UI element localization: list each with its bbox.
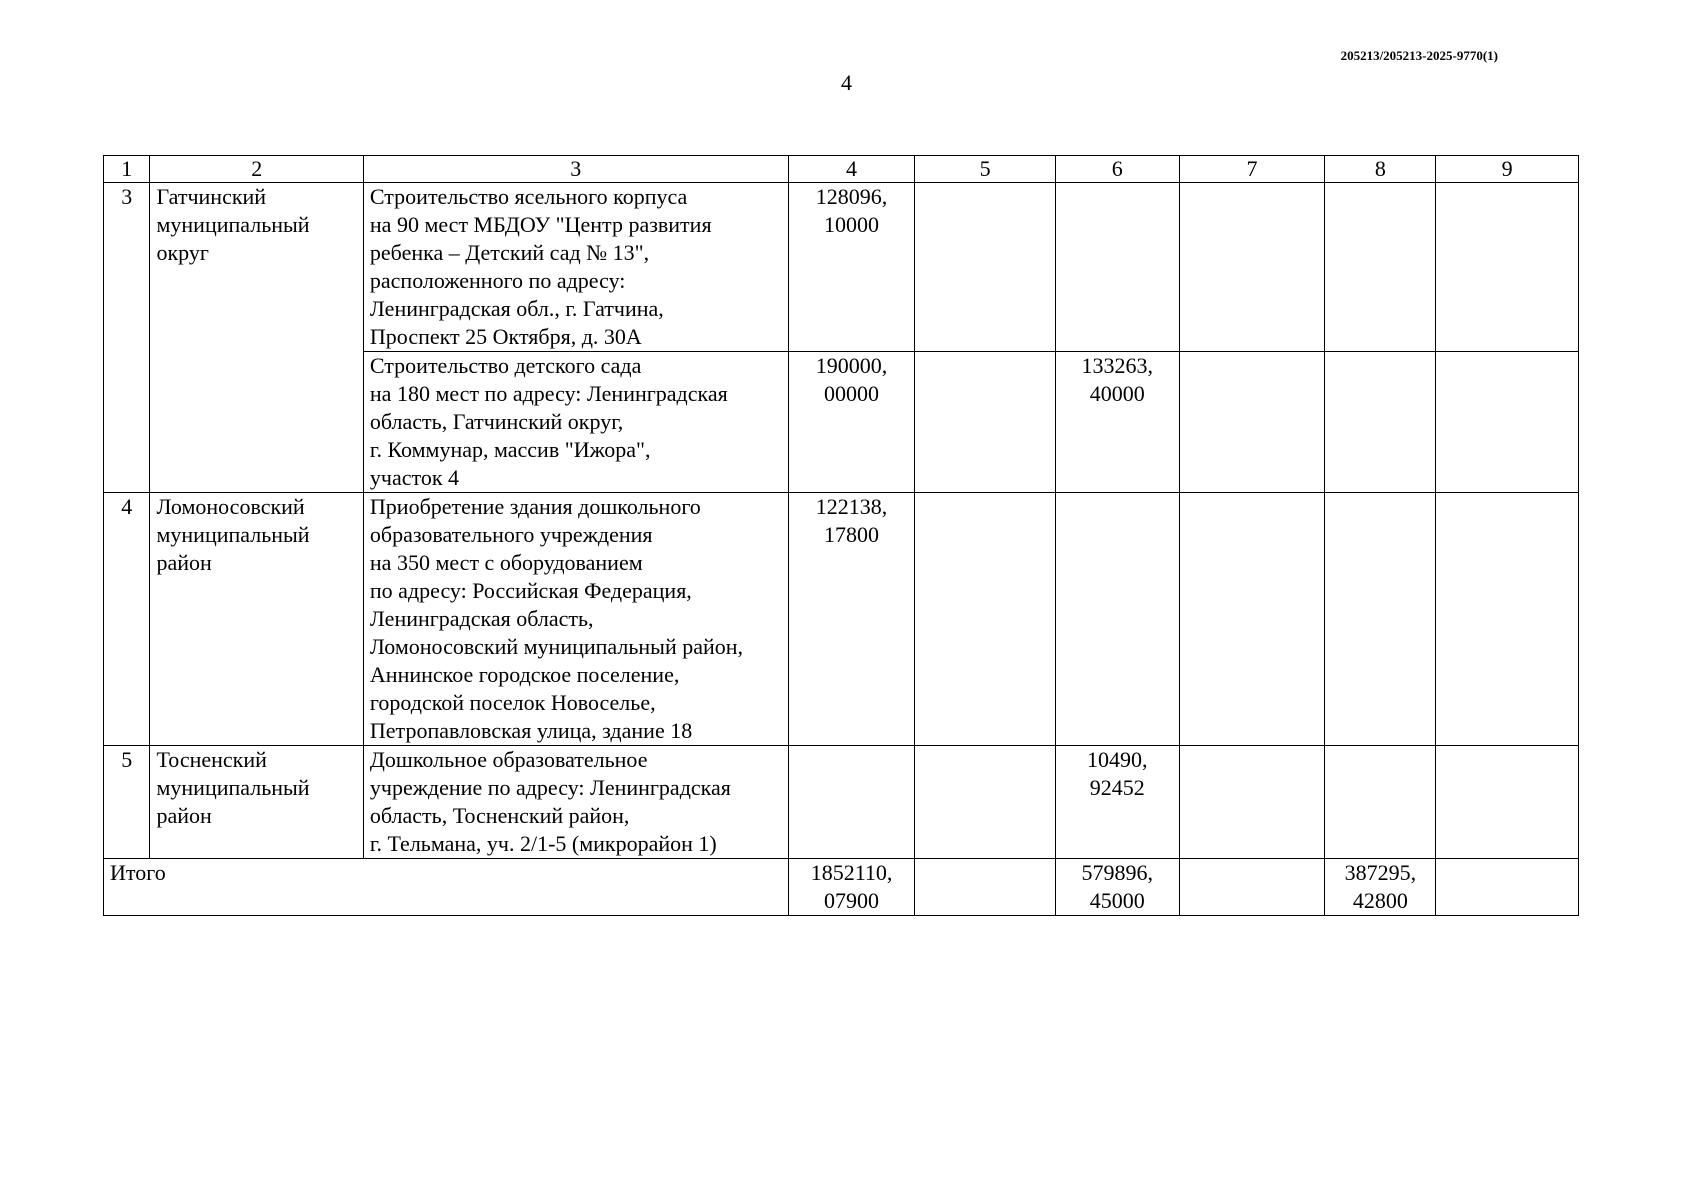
total-col-4: 1852110, 07900 <box>788 859 915 916</box>
document-id: 205213/205213-2025-9770(1) <box>1340 48 1498 63</box>
value-col-7 <box>1179 746 1325 859</box>
object-description: Приобретение здания дошкольного образовательного учреждения на 350 мест с оборудованием по адресу: Российская Федерация, Ленинградская область, Ломоносовский муниципальный район, Аннинское городское поселение, городской поселок Новоселье, Петропавловская улица, здание 18 <box>363 493 788 746</box>
table-row <box>104 183 1579 352</box>
value-col-8 <box>1325 493 1436 746</box>
value-col-5 <box>915 493 1056 746</box>
value-col-7 <box>1179 183 1325 352</box>
total-label: Итого <box>104 859 789 916</box>
municipality-name: Ломоносовский муниципальный район <box>150 493 363 746</box>
value-col-7 <box>1179 352 1325 493</box>
total-col-7 <box>1179 859 1325 916</box>
value-col-8 <box>1325 746 1436 859</box>
header-row <box>104 156 1579 183</box>
value-col-5 <box>915 352 1056 493</box>
value-col-6 <box>1055 493 1179 746</box>
value-col-9 <box>1436 746 1579 859</box>
column-header: 6 <box>1055 156 1179 183</box>
object-description: Строительство ясельного корпуса на 90 мест МБДОУ "Центр развития ребенка – Детский сад № 13", расположенного по адресу: Ленинградская обл., г. Гатчина, Проспект 25 Октября, д. 30А <box>363 183 788 352</box>
municipality-name: Тосненский муниципальный район <box>150 746 363 859</box>
value-col-9 <box>1436 183 1579 352</box>
row-number: 4 <box>104 493 150 746</box>
value-col-9 <box>1436 352 1579 493</box>
column-header: 8 <box>1325 156 1436 183</box>
value-col-5 <box>915 183 1056 352</box>
value-col-8 <box>1325 183 1436 352</box>
column-header: 1 <box>104 156 150 183</box>
column-header: 2 <box>150 156 363 183</box>
value-col-8 <box>1325 352 1436 493</box>
page-number: 4 <box>841 70 852 95</box>
total-col-5 <box>915 859 1056 916</box>
value-col-4 <box>788 746 915 859</box>
object-description: Строительство детского сада на 180 мест по адресу: Ленинградская область, Гатчинский округ, г. Коммунар, массив "Ижора", участок 4 <box>363 352 788 493</box>
value-col-4: 122138, 17800 <box>788 493 915 746</box>
data-table <box>103 155 1579 916</box>
value-col-6 <box>1055 183 1179 352</box>
row-number: 3 <box>104 183 150 493</box>
value-col-6: 133263, 40000 <box>1055 352 1179 493</box>
value-col-7 <box>1179 493 1325 746</box>
row-number: 5 <box>104 746 150 859</box>
total-col-9 <box>1436 859 1579 916</box>
total-col-6: 579896, 45000 <box>1055 859 1179 916</box>
total-row <box>104 859 1579 916</box>
value-col-4: 190000, 00000 <box>788 352 915 493</box>
total-col-8: 387295, 42800 <box>1325 859 1436 916</box>
municipality-name: Гатчинский муниципальный округ <box>150 183 363 493</box>
column-header: 4 <box>788 156 915 183</box>
table-row <box>104 746 1579 859</box>
object-description: Дошкольное образовательное учреждение по адресу: Ленинградская область, Тосненский район, г. Тельмана, уч. 2/1-5 (микрорайон 1) <box>363 746 788 859</box>
column-header: 5 <box>915 156 1056 183</box>
column-header: 3 <box>363 156 788 183</box>
value-col-9 <box>1436 493 1579 746</box>
column-header: 9 <box>1436 156 1579 183</box>
value-col-6: 10490, 92452 <box>1055 746 1179 859</box>
value-col-5 <box>915 746 1056 859</box>
column-header: 7 <box>1179 156 1325 183</box>
value-col-4: 128096, 10000 <box>788 183 915 352</box>
table-row <box>104 493 1579 746</box>
